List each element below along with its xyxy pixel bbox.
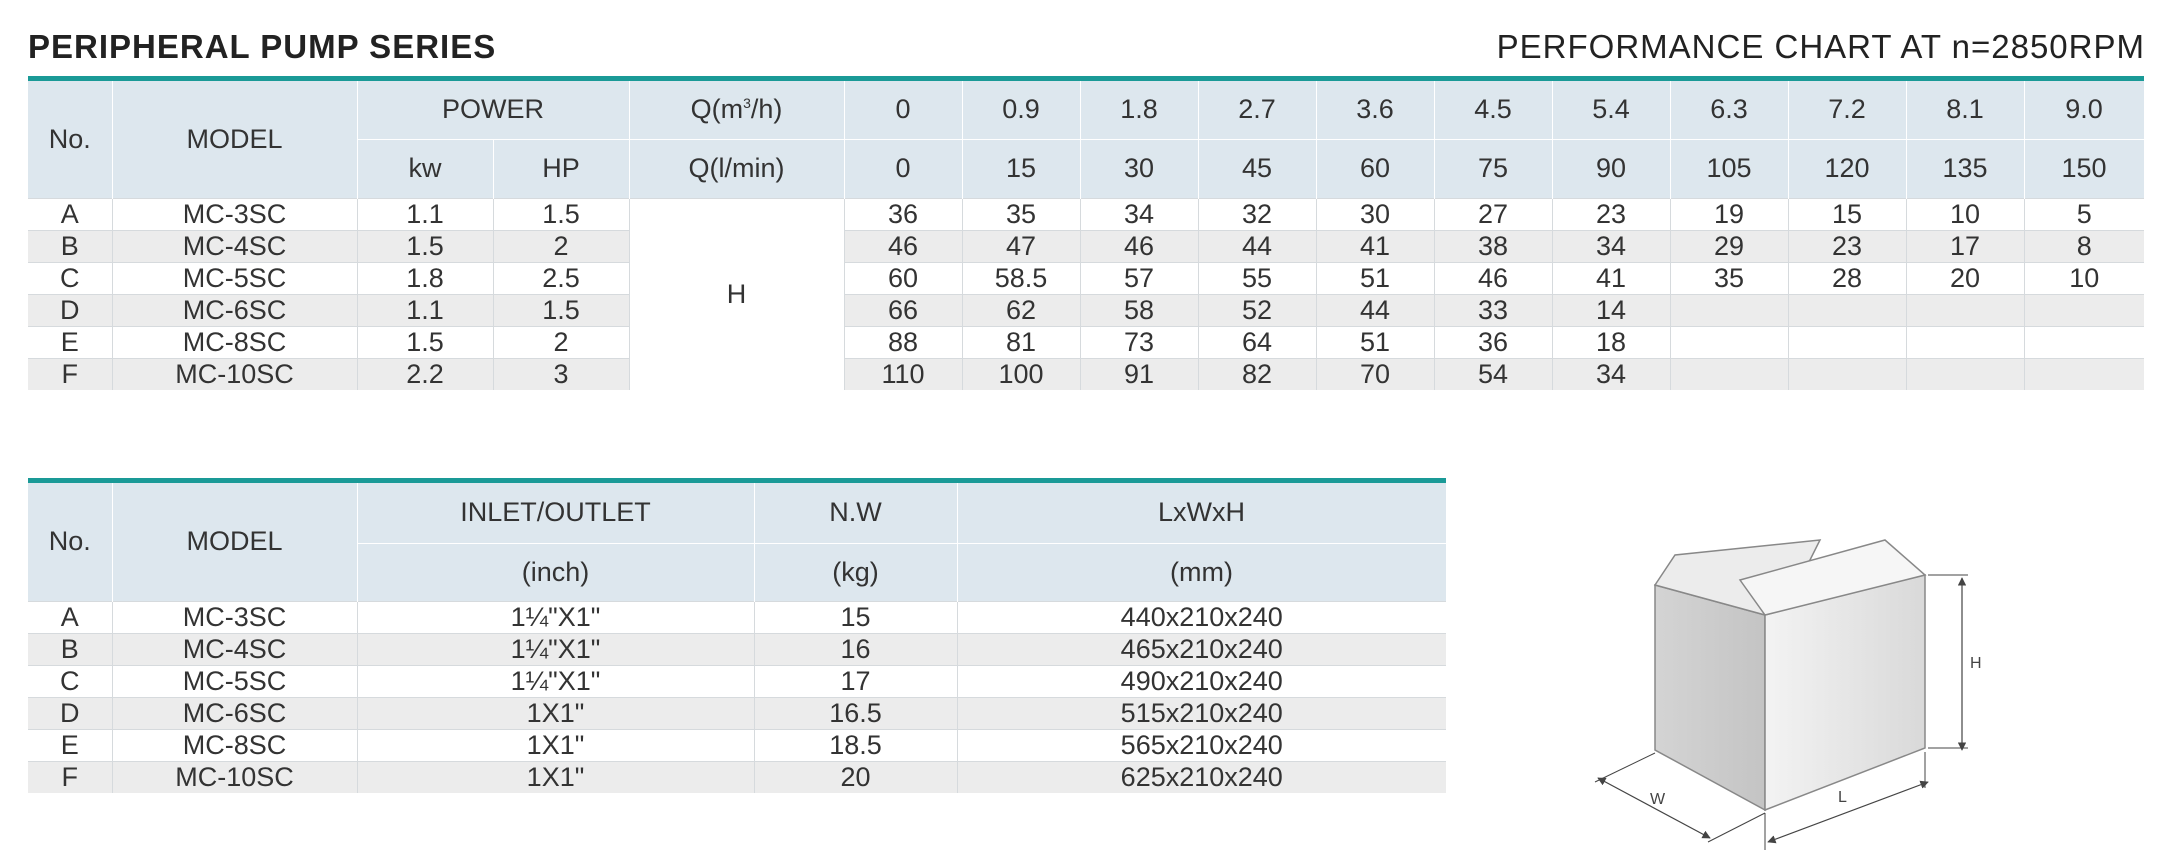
row-net-weight: 15 [754, 601, 957, 633]
row-no: A [28, 198, 112, 230]
header-q-lmin-value: 120 [1788, 139, 1906, 198]
row-no: F [28, 358, 112, 390]
head-value [1788, 294, 1906, 326]
row-model: MC-3SC [112, 198, 357, 230]
head-value: 36 [1434, 326, 1552, 358]
head-value: 55 [1198, 262, 1316, 294]
height-label: H [1970, 655, 1982, 672]
head-value: 46 [844, 230, 962, 262]
header-q-lmin-value: 0 [844, 139, 962, 198]
head-value: 34 [1552, 358, 1670, 390]
head-value [1906, 358, 2024, 390]
header-q-m3h-value: 0.9 [962, 81, 1080, 139]
table-row [28, 230, 2144, 262]
head-value: 58.5 [962, 262, 1080, 294]
head-value [1906, 326, 2024, 358]
header-no: No. [28, 81, 112, 198]
header-dimensions: LxWxH [957, 483, 1446, 543]
head-value [1906, 294, 2024, 326]
header-q-m3h-value: 3.6 [1316, 81, 1434, 139]
header-q-lmin-value: 75 [1434, 139, 1552, 198]
table-row [28, 665, 1446, 697]
row-model: MC-10SC [112, 358, 357, 390]
head-value: 33 [1434, 294, 1552, 326]
table-row [28, 697, 1446, 729]
header-power: POWER [357, 81, 629, 139]
head-value [2024, 294, 2144, 326]
row-inlet-outlet: 1¼"X1" [357, 665, 754, 697]
row-inlet-outlet: 1¼"X1" [357, 601, 754, 633]
head-value [2024, 326, 2144, 358]
head-value: 70 [1316, 358, 1434, 390]
head-value: 57 [1080, 262, 1198, 294]
header-q-m3h-value: 5.4 [1552, 81, 1670, 139]
head-value: 27 [1434, 198, 1552, 230]
row-model: MC-5SC [112, 665, 357, 697]
header-q-m3h-value: 9.0 [2024, 81, 2144, 139]
row-no: A [28, 601, 112, 633]
row-net-weight: 17 [754, 665, 957, 697]
head-value: 23 [1552, 198, 1670, 230]
row-net-weight: 20 [754, 761, 957, 793]
row-dimensions: 625x210x240 [957, 761, 1446, 793]
head-value: 73 [1080, 326, 1198, 358]
head-value: 88 [844, 326, 962, 358]
head-h-label: H [629, 198, 844, 390]
row-model: MC-10SC [112, 761, 357, 793]
header-q-lmin-value: 105 [1670, 139, 1788, 198]
page-subtitle: PERFORMANCE CHART AT n=2850RPM [1496, 28, 2145, 65]
header-q-m3h-value: 7.2 [1788, 81, 1906, 139]
head-value: 10 [1906, 198, 2024, 230]
header-nw: N.W [754, 483, 957, 543]
head-value: 64 [1198, 326, 1316, 358]
header-q-m3h-value: 1.8 [1080, 81, 1198, 139]
box-side-face [1655, 585, 1765, 810]
head-value: 110 [844, 358, 962, 390]
header-nw-unit: (kg) [754, 543, 957, 601]
row-model: MC-5SC [112, 262, 357, 294]
row-model: MC-8SC [112, 326, 357, 358]
head-value: 81 [962, 326, 1080, 358]
head-value: 23 [1788, 230, 1906, 262]
header-q-lmin-value: 30 [1080, 139, 1198, 198]
row-dimensions: 565x210x240 [957, 729, 1446, 761]
row-hp: 2 [493, 230, 629, 262]
row-no: D [28, 697, 112, 729]
head-value [1670, 358, 1788, 390]
head-value [1670, 326, 1788, 358]
row-model: MC-4SC [112, 230, 357, 262]
head-value: 91 [1080, 358, 1198, 390]
table-row [28, 294, 2144, 326]
head-value: 51 [1316, 262, 1434, 294]
head-value: 34 [1552, 230, 1670, 262]
header-kw: kw [357, 139, 493, 198]
performance-table [28, 81, 2145, 390]
row-no: C [28, 262, 112, 294]
box-front-face [1765, 575, 1925, 810]
row-no: D [28, 294, 112, 326]
width-dimension-line [1598, 778, 1710, 838]
head-value: 60 [844, 262, 962, 294]
head-value: 41 [1552, 262, 1670, 294]
head-value: 52 [1198, 294, 1316, 326]
head-value: 28 [1788, 262, 1906, 294]
head-value: 35 [962, 198, 1080, 230]
row-no: E [28, 326, 112, 358]
row-no: E [28, 729, 112, 761]
head-value: 51 [1316, 326, 1434, 358]
head-value: 8 [2024, 230, 2144, 262]
header-no: No. [28, 483, 112, 601]
head-value: 38 [1434, 230, 1552, 262]
header-q-lmin-value: 45 [1198, 139, 1316, 198]
row-dimensions: 515x210x240 [957, 697, 1446, 729]
head-value: 5 [2024, 198, 2144, 230]
row-kw: 1.1 [357, 294, 493, 326]
head-value: 46 [1434, 262, 1552, 294]
table-row [28, 633, 1446, 665]
head-value: 17 [1906, 230, 2024, 262]
header-q-m3h-value: 0 [844, 81, 962, 139]
row-model: MC-4SC [112, 633, 357, 665]
row-no: B [28, 230, 112, 262]
header-q-lmin-value: 60 [1316, 139, 1434, 198]
header-dimensions-unit: (mm) [957, 543, 1446, 601]
width-label: W [1650, 791, 1666, 808]
head-value: 41 [1316, 230, 1434, 262]
row-hp: 1.5 [493, 294, 629, 326]
head-value: 62 [962, 294, 1080, 326]
row-model: MC-6SC [112, 697, 357, 729]
row-inlet-outlet: 1X1" [357, 697, 754, 729]
header-model: MODEL [112, 483, 357, 601]
row-hp: 2 [493, 326, 629, 358]
length-label: L [1838, 789, 1847, 806]
head-value: 35 [1670, 262, 1788, 294]
header-q-lmin-value: 135 [1906, 139, 2024, 198]
row-no: B [28, 633, 112, 665]
head-value [1788, 326, 1906, 358]
header-q-lmin: Q(l/min) [629, 139, 844, 198]
head-value: 58 [1080, 294, 1198, 326]
table-row [28, 761, 1446, 793]
row-kw: 1.8 [357, 262, 493, 294]
header-inlet-outlet: INLET/OUTLET [357, 483, 754, 543]
head-value: 10 [2024, 262, 2144, 294]
header-q-m3h-value: 6.3 [1670, 81, 1788, 139]
head-value: 30 [1316, 198, 1434, 230]
head-value: 82 [1198, 358, 1316, 390]
head-value: 54 [1434, 358, 1552, 390]
head-value: 36 [844, 198, 962, 230]
row-model: MC-6SC [112, 294, 357, 326]
head-value: 100 [962, 358, 1080, 390]
row-dimensions: 440x210x240 [957, 601, 1446, 633]
header-hp: HP [493, 139, 629, 198]
head-value: 44 [1316, 294, 1434, 326]
row-hp: 3 [493, 358, 629, 390]
header-inlet-unit: (inch) [357, 543, 754, 601]
row-kw: 1.5 [357, 230, 493, 262]
head-value: 20 [1906, 262, 2024, 294]
row-net-weight: 16 [754, 633, 957, 665]
header-q-lmin-value: 15 [962, 139, 1080, 198]
header-q-lmin-value: 150 [2024, 139, 2144, 198]
row-no: C [28, 665, 112, 697]
packing-table [28, 483, 1447, 793]
header-q-m3h-value: 4.5 [1434, 81, 1552, 139]
row-inlet-outlet: 1X1" [357, 761, 754, 793]
row-kw: 1.1 [357, 198, 493, 230]
row-hp: 1.5 [493, 198, 629, 230]
head-value: 66 [844, 294, 962, 326]
head-value: 18 [1552, 326, 1670, 358]
row-model: MC-8SC [112, 729, 357, 761]
page-title: PERIPHERAL PUMP SERIES [28, 28, 497, 65]
row-net-weight: 16.5 [754, 697, 957, 729]
head-value [1670, 294, 1788, 326]
table-row [28, 326, 2144, 358]
row-inlet-outlet: 1¼"X1" [357, 633, 754, 665]
header-q-lmin-value: 90 [1552, 139, 1670, 198]
head-value: 15 [1788, 198, 1906, 230]
head-value: 46 [1080, 230, 1198, 262]
header-q-m3h-value: 2.7 [1198, 81, 1316, 139]
carton-box-diagram [1570, 520, 1990, 850]
head-value [2024, 358, 2144, 390]
head-value: 47 [962, 230, 1080, 262]
header-q-m3h: $Q(m^3/h)$ [629, 81, 844, 139]
head-value: 14 [1552, 294, 1670, 326]
row-dimensions: 490x210x240 [957, 665, 1446, 697]
head-value [1788, 358, 1906, 390]
header-q-m3h-value: 8.1 [1906, 81, 2024, 139]
table-row [28, 358, 2144, 390]
table-row [28, 729, 1446, 761]
row-dimensions: 465x210x240 [957, 633, 1446, 665]
head-value: 34 [1080, 198, 1198, 230]
header-model: MODEL [112, 81, 357, 198]
head-value: 29 [1670, 230, 1788, 262]
row-kw: 1.5 [357, 326, 493, 358]
head-value: 44 [1198, 230, 1316, 262]
table-row [28, 198, 2144, 230]
row-no: F [28, 761, 112, 793]
row-hp: 2.5 [493, 262, 629, 294]
row-kw: 2.2 [357, 358, 493, 390]
head-value: 32 [1198, 198, 1316, 230]
row-inlet-outlet: 1X1" [357, 729, 754, 761]
row-model: MC-3SC [112, 601, 357, 633]
row-net-weight: 18.5 [754, 729, 957, 761]
head-value: 19 [1670, 198, 1788, 230]
table-row [28, 601, 1446, 633]
table-row [28, 262, 2144, 294]
